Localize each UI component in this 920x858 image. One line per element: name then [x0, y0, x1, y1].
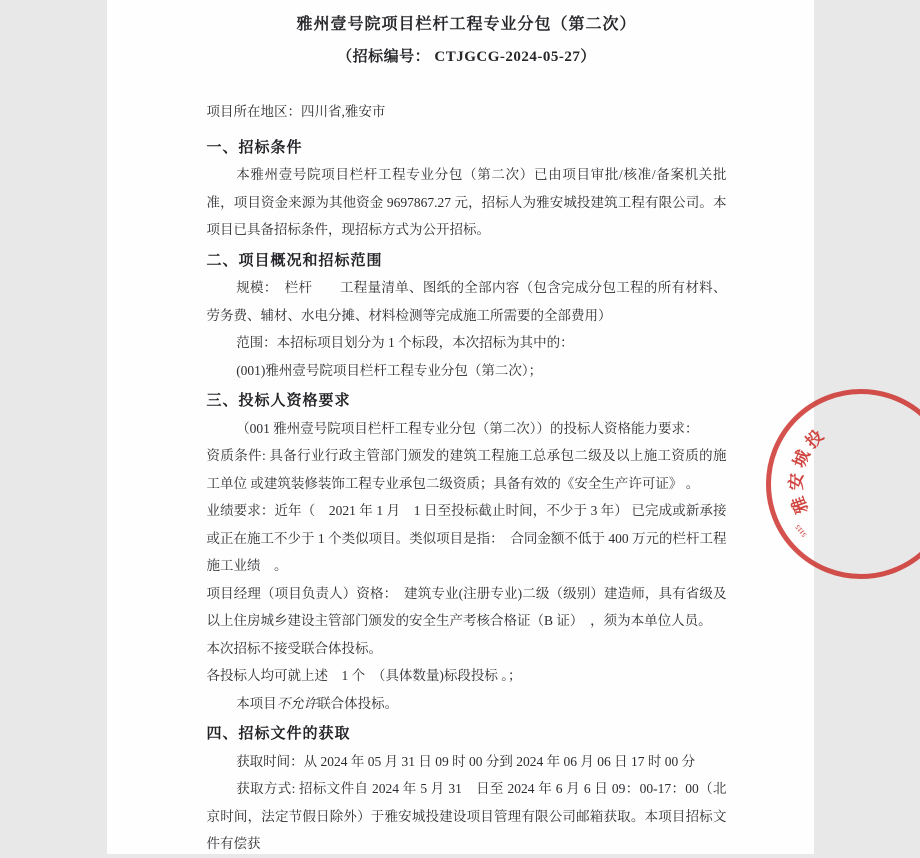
qualification-conditions-paragraph: 资质条件: 具备行业行政主管部门颁发的建筑工程施工总承包二级及以上施工资质的施工单位 或建筑装修装饰工程专业承包二级资质；具备有效的《安全生产许可证》 。	[207, 442, 727, 497]
consortium-not-allowed-paragraph	[207, 690, 727, 718]
section-3-heading: 三、投标人资格要求	[207, 387, 727, 415]
acquisition-time-paragraph: 获取时间：从 2024 年 05 月 31 日 09 时 00 分到 2024 年 06 月 06 日 17 时 00 分	[207, 748, 727, 776]
document-body	[107, 0, 814, 858]
scope-paragraph: 范围：本招标项目划分为 1 个标段，本次招标为其中的：	[207, 329, 727, 357]
document-title: 雅州壹号院项目栏杆工程专业分包（第二次）	[207, 14, 727, 36]
qualification-intro-paragraph: （001 雅州壹号院项目栏杆工程专业分包（第二次））的投标人资格能力要求：	[207, 415, 727, 443]
lot-bidding-paragraph: 各投标人均可就上述 1 个 （具体数量)标段投标 。；	[207, 662, 727, 690]
section-document-acquisition	[207, 720, 727, 858]
section-bidding-conditions	[207, 134, 727, 244]
performance-requirements-paragraph: 业绩要求：近年（ 2021 年 1 月 1 日至投标截止时间，不少于 3 年） 已完成或新承接或正在施工不少于 1 个类似项目。类似项目是指： 合同金额不低于 400 万元的栏杆工程施工业绩 。	[207, 497, 727, 580]
consortium-suffix: 联合体投标。	[317, 696, 398, 711]
section-1-heading: 一、招标条件	[207, 134, 727, 162]
acquisition-method-paragraph: 获取方式: 招标文件自 2024 年 5 月 31 日至 2024 年 6 月 6 日 09：00-17：00（北京时间，法定节假日除外）于雅安城投建设项目管理有限公司邮箱获取。本项目招标文件有偿获	[207, 775, 727, 858]
consortium-prefix: 本项目	[236, 696, 277, 711]
section-bidder-qualifications	[207, 387, 727, 717]
project-manager-qualification-paragraph: 项目经理（项目负责人）资格： 建筑专业(注册专业)二级（级别）建造师，具有省级及以上住房城乡建设主管部门颁发的安全生产考核合格证（B 证） ，须为本单位人员。	[207, 580, 727, 635]
scanned-tender-document-page	[107, 0, 814, 854]
project-location-line: 项目所在地区：四川省,雅安市	[207, 98, 727, 126]
section-2-heading: 二、项目概况和招标范围	[207, 247, 727, 275]
bid-lot-paragraph: (001)雅州壹号院项目栏杆工程专业分包（第二次）；	[207, 357, 727, 385]
seal-char: 安	[785, 470, 808, 493]
seal-char: 雅	[786, 491, 814, 519]
section-project-overview	[207, 247, 727, 385]
scale-paragraph: 规模： 栏杆 工程量清单、图纸的全部内容（包含完成分包工程的所有材料、劳务费、辅材、水电分摊、材料检测等完成施工所需要的全部费用）	[207, 274, 727, 329]
seal-char: 城	[787, 445, 816, 474]
section-4-heading: 四、招标文件的获取	[207, 720, 727, 748]
tender-number: （招标编号： CTJGCG-2024-05-27）	[207, 46, 727, 68]
seal-serial-number: 5115	[787, 516, 813, 546]
seal-char: 投	[799, 424, 830, 455]
section-1-paragraph: 本雅州壹号院项目栏杆工程专业分包（第二次）已由项目审批/核准/备案机关批准，项目资金来源为其他资金 9697867.27 元，招标人为雅安城投建筑工程有限公司。本项目已具备招标条件，现招标方式为公开招标。	[207, 161, 727, 244]
no-consortium-paragraph: 本次招标不接受联合体投标。	[207, 635, 727, 663]
consortium-italic-word: 不允许	[277, 696, 318, 711]
